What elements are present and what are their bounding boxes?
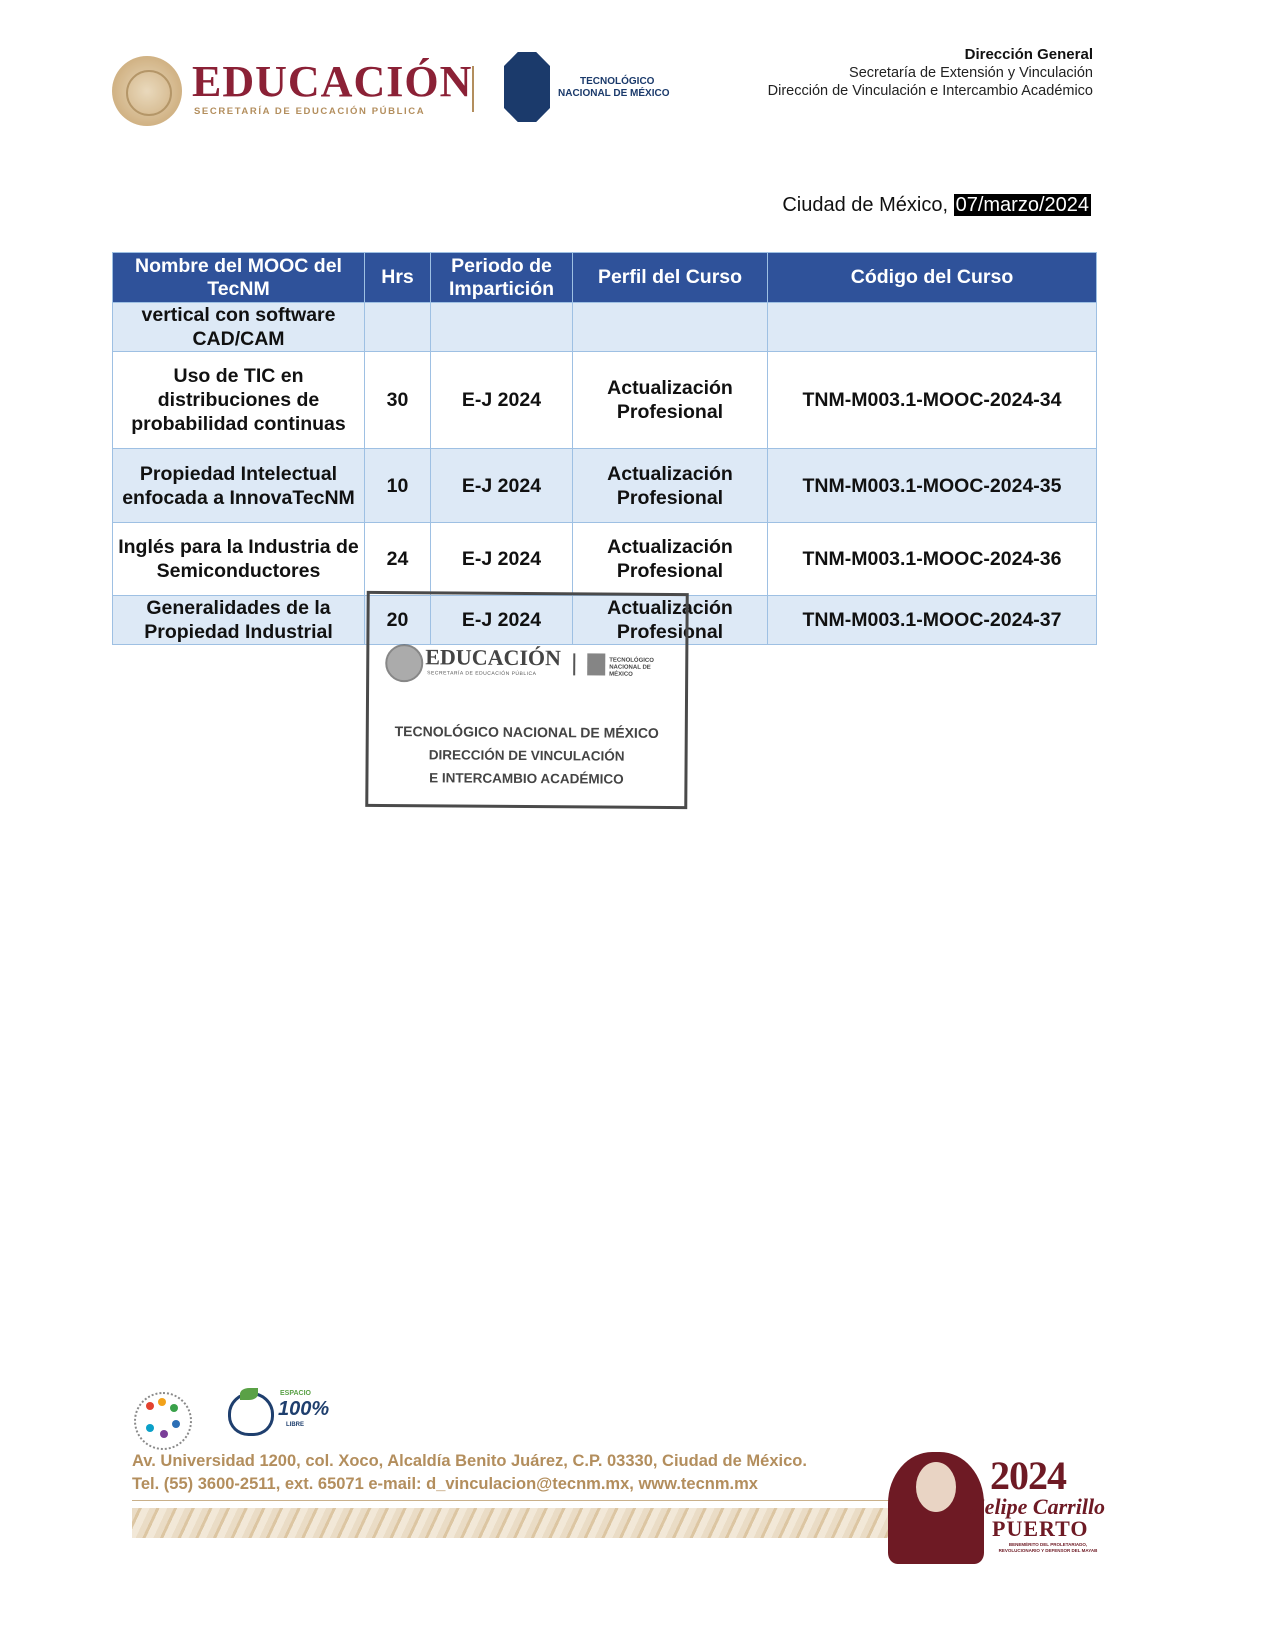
table-row [113,523,1097,596]
cell-periodo: E-J 2024 [431,449,573,523]
cell-name: vertical con software CAD/CAM [113,303,365,352]
stamp-seal-icon [385,644,423,682]
cell-perfil: Actualización Profesional [573,596,768,645]
decorative-band [132,1508,892,1538]
cell-name: Generalidades de la Propiedad Industrial [113,596,365,645]
col-header-hrs: Hrs [365,253,431,303]
direction-subtitle: Secretaría de Extensión y Vinculación [849,65,1093,81]
year-text: 2024 [990,1453,1066,1498]
table-row [113,352,1097,449]
inclusion-circle-logo-icon [134,1392,192,1450]
table-row [113,303,1097,352]
stamp-edu-text: EDUCACIÓN [425,644,562,671]
tecnm-logo-text: TECNOLÓGICO NACIONAL DE MÉXICO [558,76,670,99]
col-header-periodo: Periodo de Impartición [431,253,573,303]
cell-periodo: E-J 2024 [431,352,573,449]
felipe-carrillo-puerto-logo [888,1448,1118,1568]
footer-address [132,1450,807,1496]
table-header-row [113,253,1097,303]
cell-hrs: 30 [365,352,431,449]
cell-hrs: 24 [365,523,431,596]
table-row [113,449,1097,523]
stamp-edu-subtext: SECRETARÍA DE EDUCACIÓN PÚBLICA [427,670,537,678]
leaf-icon [240,1388,258,1400]
stamp-text [368,720,684,791]
cell-perfil [573,303,768,352]
cell-perfil: Actualización Profesional [573,523,768,596]
stamp-tecnm-icon [587,653,605,675]
cell-hrs [365,303,431,352]
col-header-name: Nombre del MOOC del TecNM [113,253,365,303]
mooc-table [112,252,1097,645]
honoree-tagline: BENEMÉRITO DEL PROLETARIADO, REVOLUCIONARIO Y DEFENSOR DEL MAYAB [998,1542,1098,1553]
tecnm-emblem-icon [504,52,550,122]
cien-text: 100% [278,1398,330,1420]
col-header-codigo: Código del Curso [768,253,1097,303]
stamp-line-3: E INTERCAMBIO ACADÉMICO [429,770,624,787]
espacio-libre-logo [228,1388,330,1434]
cell-name: Propiedad Intelectual enfocada a InnovaTecNM [113,449,365,523]
direction-department: Dirección de Vinculación e Intercambio Académico [767,83,1093,99]
cell-codigo: TNM-M003.1-MOOC-2024-35 [768,449,1097,523]
cell-codigo: TNM-M003.1-MOOC-2024-36 [768,523,1097,596]
cell-periodo [431,303,573,352]
honoree-lastname: PUERTO [992,1516,1089,1541]
stamp-line-2: DIRECCIÓN DE VINCULACIÓN [428,747,625,764]
cell-codigo: TNM-M003.1-MOOC-2024-34 [768,352,1097,449]
address-line-2: Tel. (55) 3600-2511, ext. 65071 e-mail: d_vinculacion@tecnm.mx, www.tecnm.mx [132,1475,758,1493]
logo-divider [472,66,474,112]
cell-name: Inglés para la Industria de Semiconductores [113,523,365,596]
cell-hrs: 10 [365,449,431,523]
header-logos [112,52,672,132]
educacion-logo-text: EDUCACIÓN [192,57,473,106]
direction-block [768,46,1093,100]
cell-perfil: Actualización Profesional [573,352,768,449]
libre-text: LIBRE [286,1422,304,1428]
date-place: Ciudad de México, [782,194,949,216]
direction-title: Dirección General [964,46,1093,63]
address-line-1: Av. Universidad 1200, col. Xoco, Alcaldía Benito Juárez, C.P. 03330, Ciudad de México. [132,1452,807,1470]
cell-hrs: 20 [365,596,431,645]
date-line [782,194,1091,217]
stamp-divider [573,653,575,675]
cell-perfil: Actualización Profesional [573,449,768,523]
date-value: 07/marzo/2024 [955,194,1089,216]
cell-periodo: E-J 2024 [431,523,573,596]
institutional-stamp [365,591,689,809]
stamp-tecnm-text: TECNOLÓGICO NACIONAL DE MÉXICO [609,657,654,678]
coat-of-arms-icon [112,56,182,126]
educacion-logo-subtext: SECRETARÍA DE EDUCACIÓN PÚBLICA [194,106,426,117]
cell-periodo: E-J 2024 [431,596,573,645]
cell-name: Uso de TIC en distribuciones de probabilidad continuas [113,352,365,449]
cell-codigo [768,303,1097,352]
col-header-perfil: Perfil del Curso [573,253,768,303]
stamp-line-1: TECNOLÓGICO NACIONAL DE MÉXICO [394,723,659,741]
cell-codigo: TNM-M003.1-MOOC-2024-37 [768,596,1097,645]
espacio-text: ESPACIO [280,1390,311,1397]
honoree-name: Felipe Carrillo [970,1494,1106,1519]
footer-divider [132,1500,892,1501]
